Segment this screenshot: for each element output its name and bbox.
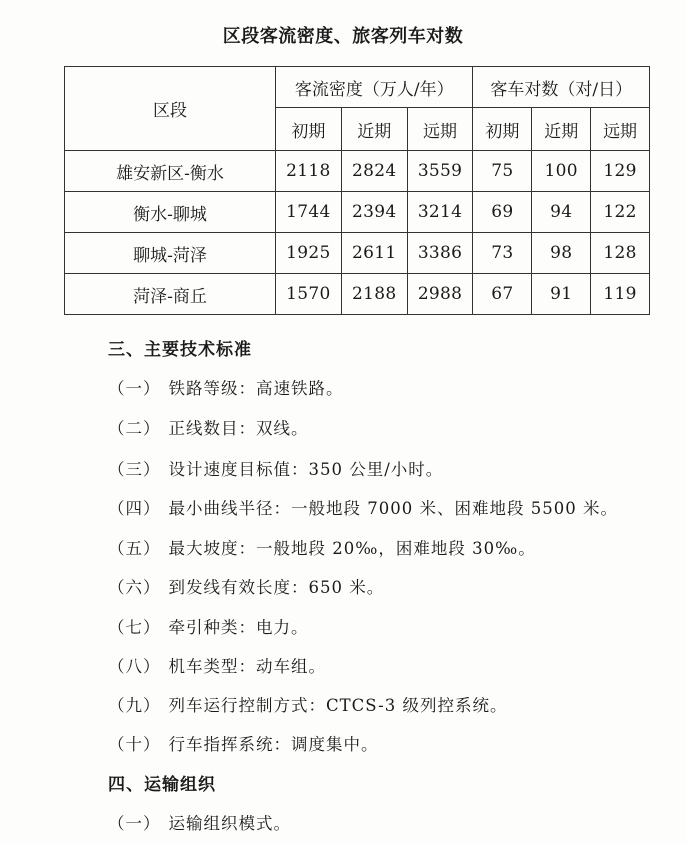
density-cell: 1925 [276, 233, 342, 274]
item-index: （二） [108, 419, 161, 438]
item-index: （九） [108, 696, 161, 715]
item-text: 运输组织模式。 [168, 814, 291, 833]
table-row [65, 233, 650, 274]
section-heading-transport-organization: 四、运输组织 [108, 775, 216, 795]
item-index: （五） [108, 539, 161, 558]
item-index: （四） [108, 499, 161, 518]
density-cell: 1744 [276, 192, 342, 233]
item-text: 正线数目：双线。 [168, 419, 309, 438]
table-title: 区段客流密度、旅客列车对数 [222, 26, 464, 47]
list-item [108, 495, 618, 519]
pairs-header: 客车对数（对/日） [473, 67, 650, 108]
pairs-cell: 73 [473, 233, 532, 274]
sub-header-density-near: 近期 [341, 108, 407, 151]
pairs-cell: 67 [473, 274, 532, 315]
pairs-cell: 119 [591, 274, 650, 315]
sub-header-pairs-near: 近期 [532, 108, 591, 151]
pairs-cell: 100 [532, 151, 591, 192]
item-text: 设计速度目标值：350 公里/小时。 [168, 460, 444, 479]
list-item [108, 456, 443, 480]
list-item [108, 731, 379, 755]
item-text: 行车指挥系统：调度集中。 [168, 735, 379, 754]
density-cell: 1570 [276, 274, 342, 315]
list-item [108, 653, 326, 677]
item-index: （六） [108, 578, 161, 597]
item-index: （一） [108, 814, 161, 833]
list-item [108, 574, 384, 598]
density-cell: 3214 [407, 192, 473, 233]
segment-header: 区段 [65, 67, 276, 151]
pairs-cell: 94 [532, 192, 591, 233]
segment-cell: 聊城-菏泽 [65, 233, 276, 274]
pairs-cell: 91 [532, 274, 591, 315]
list-item [108, 614, 309, 638]
density-cell: 2611 [341, 233, 407, 274]
density-cell: 2188 [341, 274, 407, 315]
table-row [65, 192, 650, 233]
sub-header-density-initial: 初期 [276, 108, 342, 151]
list-item [108, 810, 291, 834]
item-index: （八） [108, 657, 161, 676]
list-item [108, 692, 507, 716]
density-table [64, 66, 650, 315]
pairs-cell: 98 [532, 233, 591, 274]
density-cell: 2988 [407, 274, 473, 315]
density-cell: 2824 [341, 151, 407, 192]
segment-cell: 衡水-聊城 [65, 192, 276, 233]
density-header: 客流密度（万人/年） [276, 67, 473, 108]
item-text: 列车运行控制方式：CTCS-3 级列控系统。 [168, 696, 508, 715]
item-text: 最大坡度：一般地段 20‰，困难地段 30‰。 [168, 539, 536, 558]
list-item [108, 415, 309, 439]
table-row [65, 274, 650, 315]
table-header-row [65, 67, 650, 108]
density-cell: 3559 [407, 151, 473, 192]
pairs-cell: 122 [591, 192, 650, 233]
list-item [108, 535, 536, 559]
density-cell: 2394 [341, 192, 407, 233]
item-index: （十） [108, 735, 161, 754]
table-row [65, 151, 650, 192]
density-cell: 2118 [276, 151, 342, 192]
list-item [108, 375, 344, 399]
segment-cell: 雄安新区-衡水 [65, 151, 276, 192]
item-text: 最小曲线半径：一般地段 7000 米、困难地段 5500 米。 [168, 499, 618, 518]
sub-header-density-far: 远期 [407, 108, 473, 151]
item-text: 铁路等级：高速铁路。 [168, 379, 344, 398]
pairs-cell: 128 [591, 233, 650, 274]
section-heading-technical-standards: 三、主要技术标准 [108, 340, 252, 360]
pairs-cell: 69 [473, 192, 532, 233]
sub-header-pairs-far: 远期 [591, 108, 650, 151]
segment-cell: 菏泽-商丘 [65, 274, 276, 315]
item-text: 到发线有效长度：650 米。 [168, 578, 385, 597]
item-text: 机车类型：动车组。 [168, 657, 326, 676]
pairs-cell: 129 [591, 151, 650, 192]
sub-header-pairs-initial: 初期 [473, 108, 532, 151]
item-index: （三） [108, 460, 161, 479]
item-text: 牵引种类：电力。 [168, 618, 309, 637]
item-index: （一） [108, 379, 161, 398]
item-index: （七） [108, 618, 161, 637]
pairs-cell: 75 [473, 151, 532, 192]
density-cell: 3386 [407, 233, 473, 274]
